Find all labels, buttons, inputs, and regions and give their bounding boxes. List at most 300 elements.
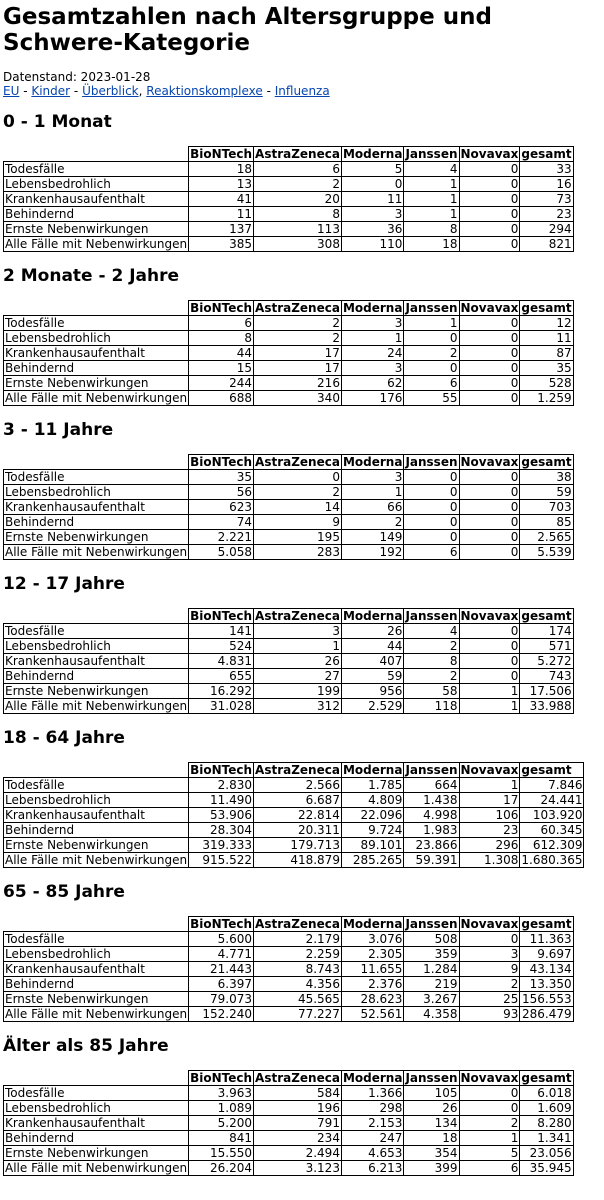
cell-value: 5: [459, 1146, 520, 1161]
cell-value: 1: [404, 316, 459, 331]
cell-value: 2.830: [189, 778, 254, 793]
section-heading: Älter als 85 Jahre: [3, 1036, 169, 1056]
nav-separator: ,: [138, 84, 147, 98]
cell-value: 1.089: [189, 1101, 254, 1116]
cell-value: 703: [520, 500, 573, 515]
cell-value: 5.200: [189, 1116, 254, 1131]
cell-value: 3: [254, 624, 342, 639]
data-date: Datenstand: 2023-01-28: [3, 70, 151, 84]
table-header-row: [4, 147, 574, 162]
cell-value: 0: [459, 545, 520, 560]
cell-value: 1: [341, 485, 403, 500]
cell-value: 44: [341, 639, 403, 654]
cell-value: 26.204: [189, 1161, 254, 1176]
row-label: Lebensbedrohlich: [4, 177, 189, 192]
cell-value: 35: [189, 470, 254, 485]
cell-value: 0: [459, 331, 520, 346]
row-label: Todesfälle: [4, 470, 189, 485]
cell-value: 26: [404, 1101, 459, 1116]
cell-value: 8.743: [254, 962, 342, 977]
cell-value: 174: [520, 624, 573, 639]
cell-value: 4: [404, 624, 459, 639]
column-header-astrazeneca: AstraZeneca: [255, 763, 340, 777]
table-row: [4, 793, 584, 808]
table-row: [4, 838, 584, 853]
cell-value: 6: [404, 376, 459, 391]
cell-value: 152.240: [189, 1007, 254, 1022]
cell-value: 74: [189, 515, 254, 530]
row-label: Krankenhausaufenthalt: [4, 346, 189, 361]
cell-value: 106: [459, 808, 520, 823]
cell-value: 407: [341, 654, 403, 669]
row-label: Alle Fälle mit Nebenwirkungen: [5, 1161, 188, 1175]
header-corner: [4, 1071, 189, 1086]
cell-value: 4.771: [189, 947, 254, 962]
header-corner: [4, 763, 189, 778]
table-row: [4, 1086, 574, 1101]
cell-value: 33: [520, 162, 573, 177]
column-header-gesamt: gesamt: [521, 455, 572, 469]
row-label: Krankenhausaufenthalt: [4, 962, 189, 977]
cell-value: 79.073: [189, 992, 254, 1007]
cell-value: 103.920: [520, 808, 584, 823]
cell-value: 0: [459, 530, 520, 545]
column-header-biontech: BioNTech: [190, 147, 253, 161]
cell-value: 308: [254, 237, 342, 252]
cell-value: 2.494: [254, 1146, 342, 1161]
cell-value: 0: [459, 1101, 520, 1116]
section-heading: 12 - 17 Jahre: [3, 574, 125, 594]
cell-value: 18: [404, 237, 459, 252]
column-header-biontech: BioNTech: [190, 1071, 253, 1085]
cell-value: 5.272: [520, 654, 573, 669]
cell-value: 296: [459, 838, 520, 853]
cell-value: 286.479: [520, 1007, 573, 1022]
row-label: Ernste Nebenwirkungen: [4, 838, 189, 853]
cell-value: 7.846: [520, 778, 584, 793]
cell-value: 20.311: [254, 823, 342, 838]
cell-value: 821: [520, 237, 573, 252]
table-row: [4, 639, 574, 654]
cell-value: 17: [254, 346, 342, 361]
cell-value: 3: [341, 207, 403, 222]
row-label: Alle Fälle mit Nebenwirkungen: [5, 699, 188, 713]
cell-value: 45.565: [254, 992, 342, 1007]
column-header-novavax: Novavax: [460, 1071, 519, 1085]
cell-value: 20: [254, 192, 342, 207]
cell-value: 105: [404, 1086, 459, 1101]
nav-separator: -: [70, 84, 83, 98]
cell-value: 27: [254, 669, 342, 684]
cell-value: 841: [189, 1131, 254, 1146]
cell-value: 11: [341, 192, 403, 207]
column-header-astrazeneca: AstraZeneca: [255, 917, 340, 931]
row-label: Behindernd: [4, 361, 189, 376]
section-heading: 3 - 11 Jahre: [3, 420, 114, 440]
cell-value: 0: [404, 500, 459, 515]
row-label: Lebensbedrohlich: [4, 793, 189, 808]
stats-table: [3, 608, 574, 714]
cell-value: 3: [459, 947, 520, 962]
cell-value: 234: [254, 1131, 342, 1146]
cell-value: 354: [404, 1146, 459, 1161]
cell-value: 3.963: [189, 1086, 254, 1101]
cell-value: 36: [341, 222, 403, 237]
table-row: [4, 162, 574, 177]
column-header-biontech: BioNTech: [190, 609, 253, 623]
cell-value: 4.653: [341, 1146, 403, 1161]
cell-value: 4.998: [404, 808, 459, 823]
cell-value: 0: [459, 192, 520, 207]
nav-link-überblick[interactable]: Überblick: [82, 84, 139, 98]
column-header-moderna: Moderna: [342, 763, 403, 777]
table-row: [4, 684, 574, 699]
column-header-novavax: Novavax: [460, 763, 519, 777]
cell-value: 312: [254, 699, 342, 714]
column-header-janssen: Janssen: [405, 609, 458, 623]
table-row: [4, 1161, 574, 1176]
row-label: Krankenhausaufenthalt: [4, 192, 189, 207]
table-row: [4, 222, 574, 237]
cell-value: 0: [404, 530, 459, 545]
cell-value: 2: [254, 316, 342, 331]
cell-value: 23: [520, 207, 573, 222]
cell-value: 216: [254, 376, 342, 391]
row-label: Ernste Nebenwirkungen: [4, 376, 189, 391]
cell-value: 915.522: [189, 853, 254, 868]
cell-value: 2.566: [254, 778, 342, 793]
table-row: [4, 376, 574, 391]
table-row: [4, 545, 574, 560]
table-row: [4, 853, 584, 868]
row-label: Alle Fälle mit Nebenwirkungen: [5, 237, 188, 251]
row-label: Behindernd: [4, 669, 189, 684]
row-label: Krankenhausaufenthalt: [4, 500, 189, 515]
table-row: [4, 237, 574, 252]
cell-value: 2: [404, 639, 459, 654]
cell-value: 2.259: [254, 947, 342, 962]
cell-value: 33.988: [520, 699, 573, 714]
cell-value: 195: [254, 530, 342, 545]
cell-value: 3.123: [254, 1161, 342, 1176]
column-header-gesamt: gesamt: [521, 609, 572, 623]
cell-value: 2: [404, 346, 459, 361]
nav-links: [3, 84, 604, 98]
cell-value: 13.350: [520, 977, 573, 992]
cell-value: 16: [520, 177, 573, 192]
nav-link-eu[interactable]: EU: [3, 84, 20, 98]
cell-value: 3: [341, 470, 403, 485]
column-header-moderna: Moderna: [342, 301, 403, 315]
column-header-gesamt: gesamt: [521, 147, 572, 161]
cell-value: 1: [404, 177, 459, 192]
row-label: Behindernd: [4, 977, 189, 992]
cell-value: 0: [404, 331, 459, 346]
cell-value: 26: [254, 654, 342, 669]
column-header-gesamt: gesamt: [521, 917, 572, 931]
cell-value: 16.292: [189, 684, 254, 699]
cell-value: 1: [459, 1131, 520, 1146]
cell-value: 11.655: [341, 962, 403, 977]
cell-value: 6.213: [341, 1161, 403, 1176]
cell-value: 4.356: [254, 977, 342, 992]
cell-value: 0: [459, 515, 520, 530]
cell-value: 0: [459, 177, 520, 192]
row-label: Lebensbedrohlich: [4, 331, 189, 346]
cell-value: 35.945: [520, 1161, 573, 1176]
cell-value: 43.134: [520, 962, 573, 977]
cell-value: 1.308: [459, 853, 520, 868]
cell-value: 137: [189, 222, 254, 237]
table-row: [4, 778, 584, 793]
cell-value: 56: [189, 485, 254, 500]
cell-value: 28.304: [189, 823, 254, 838]
row-label: Todesfälle: [4, 932, 189, 947]
cell-value: 2: [459, 1116, 520, 1131]
cell-value: 4.809: [341, 793, 403, 808]
column-header-moderna: Moderna: [342, 455, 403, 469]
cell-value: 1.341: [520, 1131, 573, 1146]
cell-value: 9: [254, 515, 342, 530]
cell-value: 244: [189, 376, 254, 391]
cell-value: 23.866: [404, 838, 459, 853]
table-row: [4, 624, 574, 639]
header-corner: [4, 147, 189, 162]
row-label: Behindernd: [4, 1131, 189, 1146]
cell-value: 8.280: [520, 1116, 573, 1131]
column-header-novavax: Novavax: [460, 301, 519, 315]
column-header-moderna: Moderna: [342, 609, 403, 623]
cell-value: 3.267: [404, 992, 459, 1007]
table-row: [4, 485, 574, 500]
column-header-janssen: Janssen: [405, 1071, 458, 1085]
cell-value: 956: [341, 684, 403, 699]
header-corner: [4, 301, 189, 316]
row-label: Krankenhausaufenthalt: [4, 808, 189, 823]
cell-value: 22.096: [341, 808, 403, 823]
cell-value: 743: [520, 669, 573, 684]
table-row: [4, 177, 574, 192]
cell-value: 5.600: [189, 932, 254, 947]
table-row: [4, 316, 574, 331]
cell-value: 0: [459, 639, 520, 654]
column-header-astrazeneca: AstraZeneca: [255, 455, 340, 469]
cell-value: 14: [254, 500, 342, 515]
column-header-astrazeneca: AstraZeneca: [255, 301, 340, 315]
cell-value: 8: [404, 654, 459, 669]
nav-link-kinder[interactable]: Kinder: [31, 84, 71, 98]
nav-link-reaktionskomplexe[interactable]: Reaktionskomplexe: [146, 84, 263, 98]
cell-value: 87: [520, 346, 573, 361]
cell-value: 134: [404, 1116, 459, 1131]
table-row: [4, 977, 574, 992]
cell-value: 0: [459, 316, 520, 331]
cell-value: 25: [459, 992, 520, 1007]
cell-value: 0: [459, 932, 520, 947]
cell-value: 0: [459, 1086, 520, 1101]
table-row: [4, 530, 574, 545]
row-label: Lebensbedrohlich: [4, 947, 189, 962]
cell-value: 5: [341, 162, 403, 177]
stats-table: [3, 454, 574, 560]
cell-value: 2.179: [254, 932, 342, 947]
cell-value: 247: [341, 1131, 403, 1146]
cell-value: 17: [459, 793, 520, 808]
cell-value: 6: [459, 1161, 520, 1176]
cell-value: 6.687: [254, 793, 342, 808]
sections-container: [3, 112, 604, 1176]
cell-value: 24.441: [520, 793, 584, 808]
column-header-gesamt: gesamt: [521, 1071, 572, 1085]
cell-value: 298: [341, 1101, 403, 1116]
cell-value: 2.221: [189, 530, 254, 545]
cell-value: 58: [404, 684, 459, 699]
cell-value: 1: [404, 192, 459, 207]
row-label: Ernste Nebenwirkungen: [4, 530, 189, 545]
cell-value: 59: [520, 485, 573, 500]
cell-value: 1.259: [520, 391, 573, 406]
cell-value: 35: [520, 361, 573, 376]
column-header-biontech: BioNTech: [190, 455, 253, 469]
header-corner: [4, 455, 189, 470]
header-corner: [4, 609, 189, 624]
cell-value: 0: [459, 222, 520, 237]
cell-value: 176: [341, 391, 403, 406]
cell-value: 1: [459, 699, 520, 714]
cell-value: 0: [459, 376, 520, 391]
cell-value: 6: [254, 162, 342, 177]
cell-value: 3: [341, 316, 403, 331]
cell-value: 2.565: [520, 530, 573, 545]
column-header-astrazeneca: AstraZeneca: [255, 609, 340, 623]
row-label: Krankenhausaufenthalt: [4, 1116, 189, 1131]
column-header-novavax: Novavax: [460, 147, 519, 161]
table-row: [4, 391, 574, 406]
cell-value: 11.490: [189, 793, 254, 808]
table-row: [4, 992, 574, 1007]
cell-value: 9.724: [341, 823, 403, 838]
cell-value: 2: [254, 485, 342, 500]
cell-value: 791: [254, 1116, 342, 1131]
row-label: Todesfälle: [4, 624, 189, 639]
nav-separator: -: [262, 84, 275, 98]
table-row: [4, 331, 574, 346]
section-heading: 2 Monate - 2 Jahre: [3, 266, 180, 286]
column-header-janssen: Janssen: [405, 147, 458, 161]
cell-value: 21.443: [189, 962, 254, 977]
cell-value: 3: [341, 361, 403, 376]
cell-value: 4.358: [404, 1007, 459, 1022]
stats-table: [3, 916, 574, 1022]
cell-value: 6.018: [520, 1086, 573, 1101]
cell-value: 2: [459, 977, 520, 992]
cell-value: 1.983: [404, 823, 459, 838]
table-header-row: [4, 609, 574, 624]
cell-value: 66: [341, 500, 403, 515]
column-header-biontech: BioNTech: [190, 763, 253, 777]
column-header-biontech: BioNTech: [190, 917, 253, 931]
cell-value: 0: [459, 207, 520, 222]
table-row: [4, 192, 574, 207]
cell-value: 0: [404, 515, 459, 530]
cell-value: 2.529: [341, 699, 403, 714]
cell-value: 8: [254, 207, 342, 222]
cell-value: 18: [404, 1131, 459, 1146]
cell-value: 113: [254, 222, 342, 237]
table-row: [4, 1101, 574, 1116]
row-label: Alle Fälle mit Nebenwirkungen: [5, 391, 188, 405]
cell-value: 15.550: [189, 1146, 254, 1161]
cell-value: 2.376: [341, 977, 403, 992]
stats-table: [3, 300, 574, 406]
cell-value: 0: [459, 162, 520, 177]
cell-value: 6: [404, 545, 459, 560]
cell-value: 18: [189, 162, 254, 177]
section-heading: 0 - 1 Monat: [3, 112, 112, 132]
row-label: Alle Fälle mit Nebenwirkungen: [5, 545, 188, 559]
cell-value: 2: [341, 515, 403, 530]
cell-value: 0: [459, 624, 520, 639]
cell-value: 23: [459, 823, 520, 838]
cell-value: 0: [459, 485, 520, 500]
cell-value: 192: [341, 545, 403, 560]
table-row: [4, 207, 574, 222]
cell-value: 340: [254, 391, 342, 406]
cell-value: 1.284: [404, 962, 459, 977]
cell-value: 1.680.365: [521, 853, 583, 867]
cell-value: 41: [189, 192, 254, 207]
nav-separator: -: [19, 84, 32, 98]
cell-value: 38: [520, 470, 573, 485]
cell-value: 0: [254, 470, 342, 485]
cell-value: 17: [254, 361, 342, 376]
nav-link-influenza[interactable]: Influenza: [274, 84, 330, 98]
cell-value: 141: [189, 624, 254, 639]
row-label: Behindernd: [4, 207, 189, 222]
table-row: [4, 500, 574, 515]
cell-value: 53.906: [189, 808, 254, 823]
row-label: Todesfälle: [4, 778, 189, 793]
row-label: Ernste Nebenwirkungen: [4, 1146, 189, 1161]
table-row: [4, 470, 574, 485]
cell-value: 62: [341, 376, 403, 391]
cell-value: 77.227: [254, 1007, 342, 1022]
cell-value: 0: [404, 485, 459, 500]
cell-value: 12: [520, 316, 573, 331]
column-header-novavax: Novavax: [460, 609, 519, 623]
column-header-astrazeneca: AstraZeneca: [255, 147, 340, 161]
cell-value: 0: [459, 654, 520, 669]
column-header-gesamt: gesamt: [520, 763, 584, 778]
column-header-novavax: Novavax: [460, 917, 519, 931]
column-header-novavax: Novavax: [460, 455, 519, 469]
cell-value: 623: [189, 500, 254, 515]
cell-value: 0: [459, 361, 520, 376]
row-label: Todesfälle: [4, 316, 189, 331]
cell-value: 2: [254, 177, 342, 192]
cell-value: 0: [459, 391, 520, 406]
cell-value: 118: [404, 699, 459, 714]
row-label: Krankenhausaufenthalt: [4, 654, 189, 669]
table-header-row: [4, 301, 574, 316]
table-row: [4, 962, 574, 977]
cell-value: 508: [404, 932, 459, 947]
cell-value: 294: [520, 222, 573, 237]
table-row: [4, 1007, 574, 1022]
table-row: [4, 932, 574, 947]
stats-table: [3, 146, 574, 252]
cell-value: 73: [520, 192, 573, 207]
